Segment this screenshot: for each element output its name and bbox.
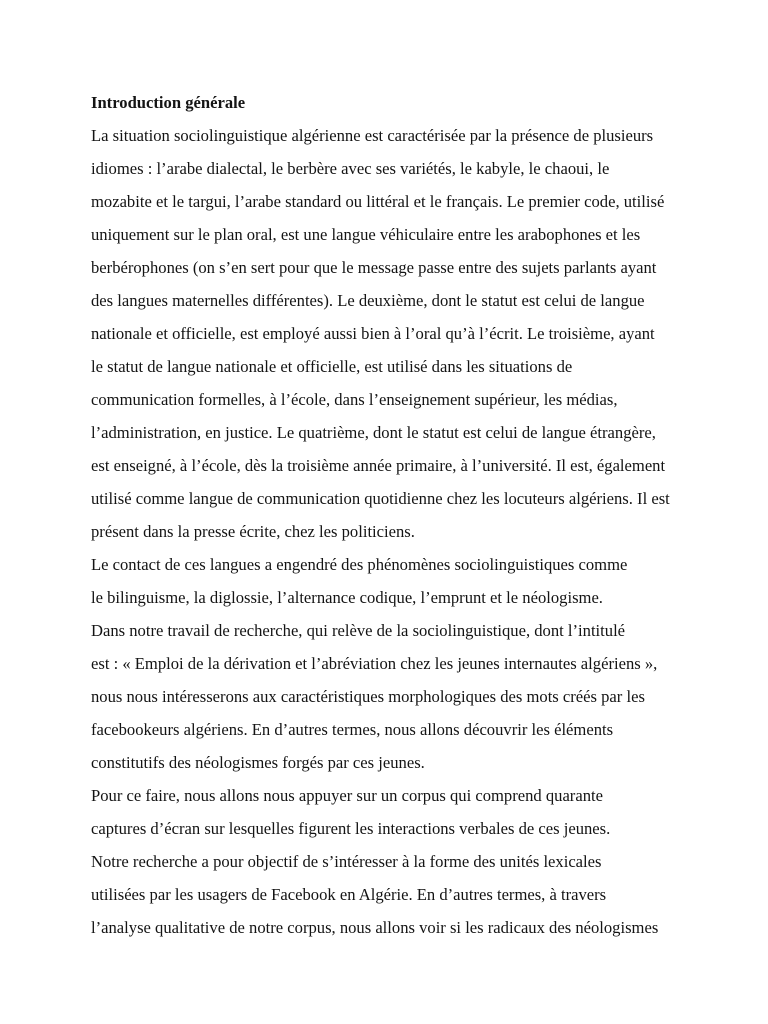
text-line: communication formelles, à l’école, dans l’enseignement supérieur, les médias, (91, 390, 618, 409)
text-line: Dans notre travail de recherche, qui relève de la sociolinguistique, dont l’intitulé (91, 621, 626, 640)
section-heading: Introduction générale (91, 93, 246, 112)
text-line: utilisées par les usagers de Facebook en Algérie. En d’autres termes, à travers (91, 885, 607, 904)
text-line: le bilinguisme, la diglossie, l’alternance codique, l’emprunt et le néologisme. (91, 588, 603, 607)
text-line: l’administration, en justice. Le quatrième, dont le statut est celui de langue étrangère, (91, 423, 656, 442)
text-line: captures d’écran sur lesquelles figurent les interactions verbales de ces jeunes. (91, 819, 611, 838)
text-line: mozabite et le targui, l’arabe standard ou littéral et le français. Le premier code, utilisé (91, 192, 665, 211)
text-line: l’analyse qualitative de notre corpus, nous allons voir si les radicaux des néologismes (91, 918, 659, 937)
text-line: berbérophones (on s’en sert pour que le message passe entre des sujets parlants ayant (91, 258, 657, 277)
paragraph-lines (91, 119, 691, 944)
text-line: constitutifs des néologismes forgés par ces jeunes. (91, 753, 425, 772)
text-line: est : « Emploi de la dérivation et l’abréviation chez les jeunes internautes algériens », (91, 654, 658, 673)
text-line: nationale et officielle, est employé aussi bien à l’oral qu’à l’écrit. Le troisième, ayant (91, 324, 655, 343)
text-line: La situation sociolinguistique algérienne est caractérisée par la présence de plusieurs (91, 126, 654, 145)
text-line: facebookeurs algériens. En d’autres termes, nous allons découvrir les éléments (91, 720, 614, 739)
text-line: présent dans la presse écrite, chez les politiciens. (91, 522, 415, 541)
text-line: idiomes : l’arabe dialectal, le berbère avec ses variétés, le kabyle, le chaoui, le (91, 159, 610, 178)
text-line: Notre recherche a pour objectif de s’intéresser à la forme des unités lexicales (91, 852, 602, 871)
text-line: est enseigné, à l’école, dès la troisième année primaire, à l’université. Il est, également (91, 456, 666, 475)
text-line: le statut de langue nationale et officielle, est utilisé dans les situations de (91, 357, 573, 376)
text-line: des langues maternelles différentes). Le deuxième, dont le statut est celui de langue (91, 291, 645, 310)
document-body (91, 86, 691, 944)
text-line: uniquement sur le plan oral, est une langue véhiculaire entre les arabophones et les (91, 225, 641, 244)
text-line: nous nous intéresserons aux caractéristiques morphologiques des mots créés par les (91, 687, 645, 706)
text-line: utilisé comme langue de communication quotidienne chez les locuteurs algériens. Il est (91, 489, 670, 508)
text-line: Pour ce faire, nous allons nous appuyer sur un corpus qui comprend quarante (91, 786, 603, 805)
text-line: Le contact de ces langues a engendré des phénomènes sociolinguistiques comme (91, 555, 628, 574)
